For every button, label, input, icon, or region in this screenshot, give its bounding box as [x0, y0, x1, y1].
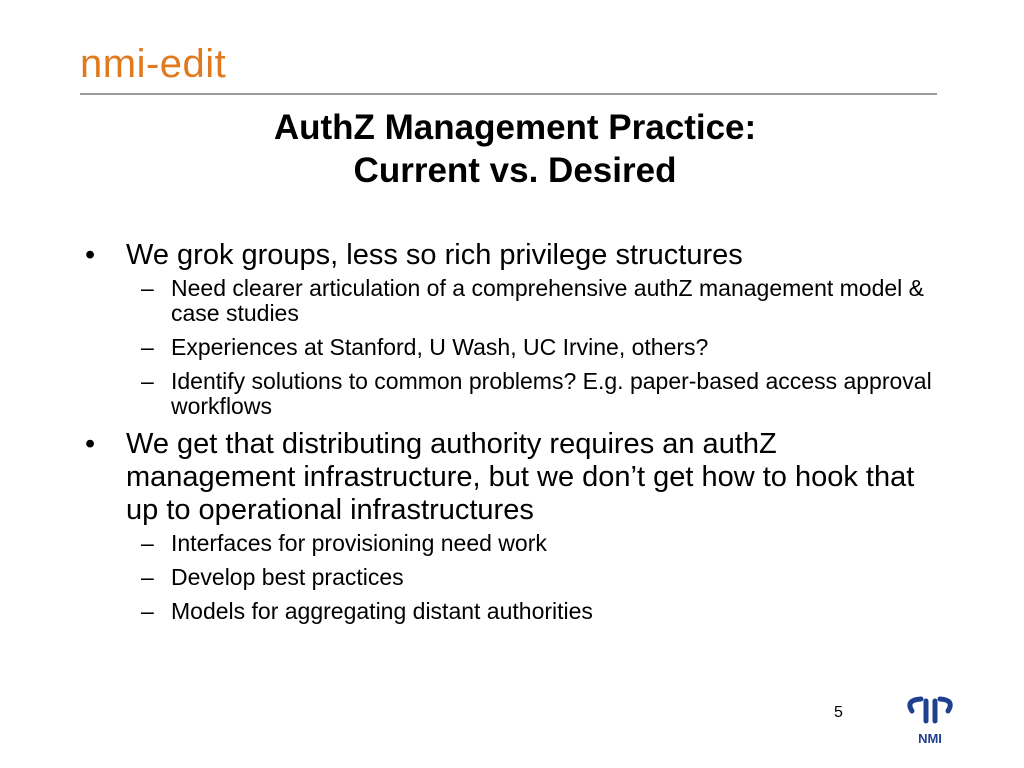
- sub-bullet-text: Develop best practices: [171, 564, 404, 590]
- nmi-logo-text: NMI: [918, 731, 942, 746]
- sub-bullet-item: [126, 599, 935, 624]
- sub-bullet-text: Identify solutions to common problems? E.g. paper-based access approval workflows: [171, 368, 932, 419]
- sub-bullet-text: Models for aggregating distant authorities: [171, 598, 593, 624]
- sub-bullet-marker: –: [141, 530, 154, 556]
- sub-bullet-marker: –: [141, 564, 154, 590]
- brand-wordmark: nmi-edit: [80, 42, 227, 86]
- bullet-item-authority: [85, 428, 935, 624]
- sub-bullet-item: [126, 276, 935, 326]
- bullet-marker: •: [85, 428, 96, 460]
- page-number: 5: [834, 704, 843, 721]
- sub-bullet-marker: –: [141, 275, 154, 301]
- sub-bullet-text: Interfaces for provisioning need work: [171, 530, 547, 556]
- bullet-item-groups: [85, 239, 935, 419]
- bullet-text: We grok groups, less so rich privilege structures: [126, 239, 743, 271]
- sub-bullet-item: [126, 565, 935, 590]
- sub-bullet-text: Experiences at Stanford, U Wash, UC Irvine, others?: [171, 334, 709, 360]
- bullet-marker: •: [85, 239, 96, 271]
- sub-bullet-text: Need clearer articulation of a comprehensive authZ management model & case studies: [171, 275, 925, 326]
- sub-bullet-marker: –: [141, 598, 154, 624]
- sub-bullet-item: [126, 369, 935, 419]
- sub-bullet-list: [126, 531, 935, 624]
- slide-title: [120, 106, 910, 192]
- sub-bullet-item: [126, 335, 935, 360]
- sub-bullet-marker: –: [141, 368, 154, 394]
- nmi-logo-icon: [902, 694, 958, 750]
- sub-bullet-marker: –: [141, 334, 154, 360]
- header-divider: [80, 93, 937, 95]
- sub-bullet-item: [126, 531, 935, 556]
- slide-title-line-1: AuthZ Management Practice:: [273, 108, 757, 147]
- bullet-list: [85, 239, 935, 633]
- slide-title-line-2: Current vs. Desired: [353, 151, 677, 190]
- bullet-text: We get that distributing authority requires an authZ management infrastructure, but we don’t get how to hook that up to operational infrastructures: [126, 428, 915, 526]
- sub-bullet-list: [126, 276, 935, 419]
